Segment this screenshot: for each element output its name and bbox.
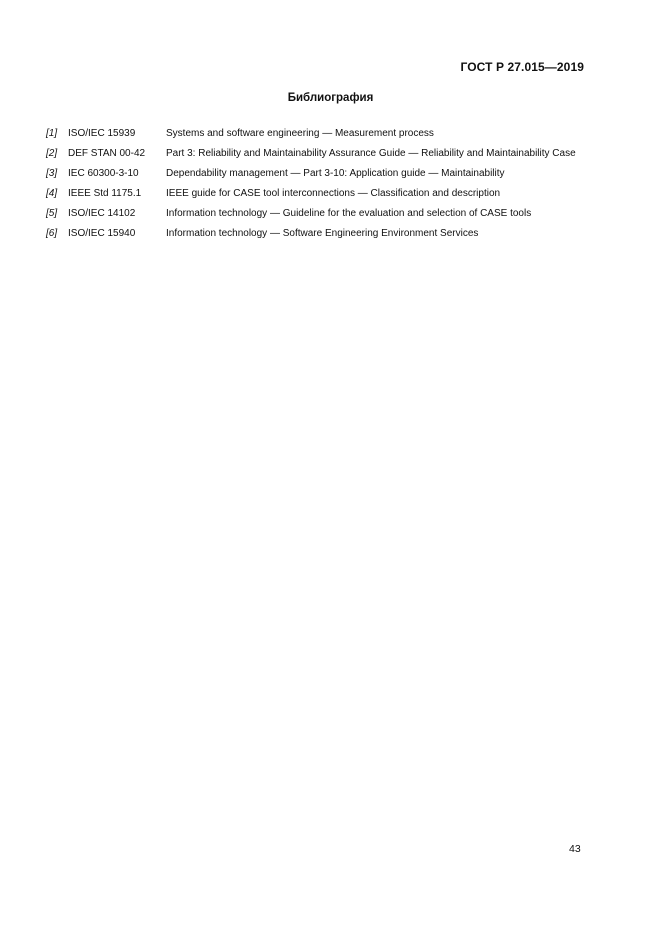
page-number: 43 (569, 843, 581, 855)
entry-title: IEEE guide for CASE tool interconnections — Classification and description (166, 187, 501, 199)
entry-number: [5] (46, 207, 58, 219)
bibliography-entry (46, 183, 576, 203)
section-title: Библиография (287, 92, 374, 104)
entry-code: IEEE Std 1175.1 (68, 187, 142, 199)
entry-title: Information technology — Software Engineering Environment Services (166, 227, 479, 239)
entry-number: [2] (46, 147, 58, 159)
bibliography-entry (46, 163, 576, 183)
entry-code: ISO/IEC 15939 (68, 127, 136, 139)
document-header: ГОСТ Р 27.015—2019 (460, 60, 584, 74)
entry-number: [3] (46, 167, 58, 179)
entry-title: Dependability management — Part 3-10: Application guide — Maintainability (166, 167, 505, 179)
entry-code: ISO/IEC 15940 (68, 227, 136, 239)
entry-code: ISO/IEC 14102 (68, 207, 136, 219)
entry-code: DEF STAN 00-42 (68, 147, 146, 159)
bibliography-entry (46, 123, 576, 143)
entry-title: Information technology — Guideline for the evaluation and selection of CASE tools (166, 207, 532, 219)
bibliography-entry (46, 203, 576, 223)
bibliography-entry (46, 223, 576, 243)
entry-number: [4] (46, 187, 58, 199)
entry-number: [6] (46, 227, 58, 239)
entry-code: IEC 60300-3-10 (68, 167, 139, 179)
entry-title: Systems and software engineering — Measurement process (166, 127, 434, 139)
entry-number: [1] (46, 127, 58, 139)
bibliography-entry (46, 143, 576, 163)
entry-title: Part 3: Reliability and Maintainability Assurance Guide — Reliability and Maintainability Case (166, 147, 576, 159)
bibliography-list (46, 123, 576, 243)
